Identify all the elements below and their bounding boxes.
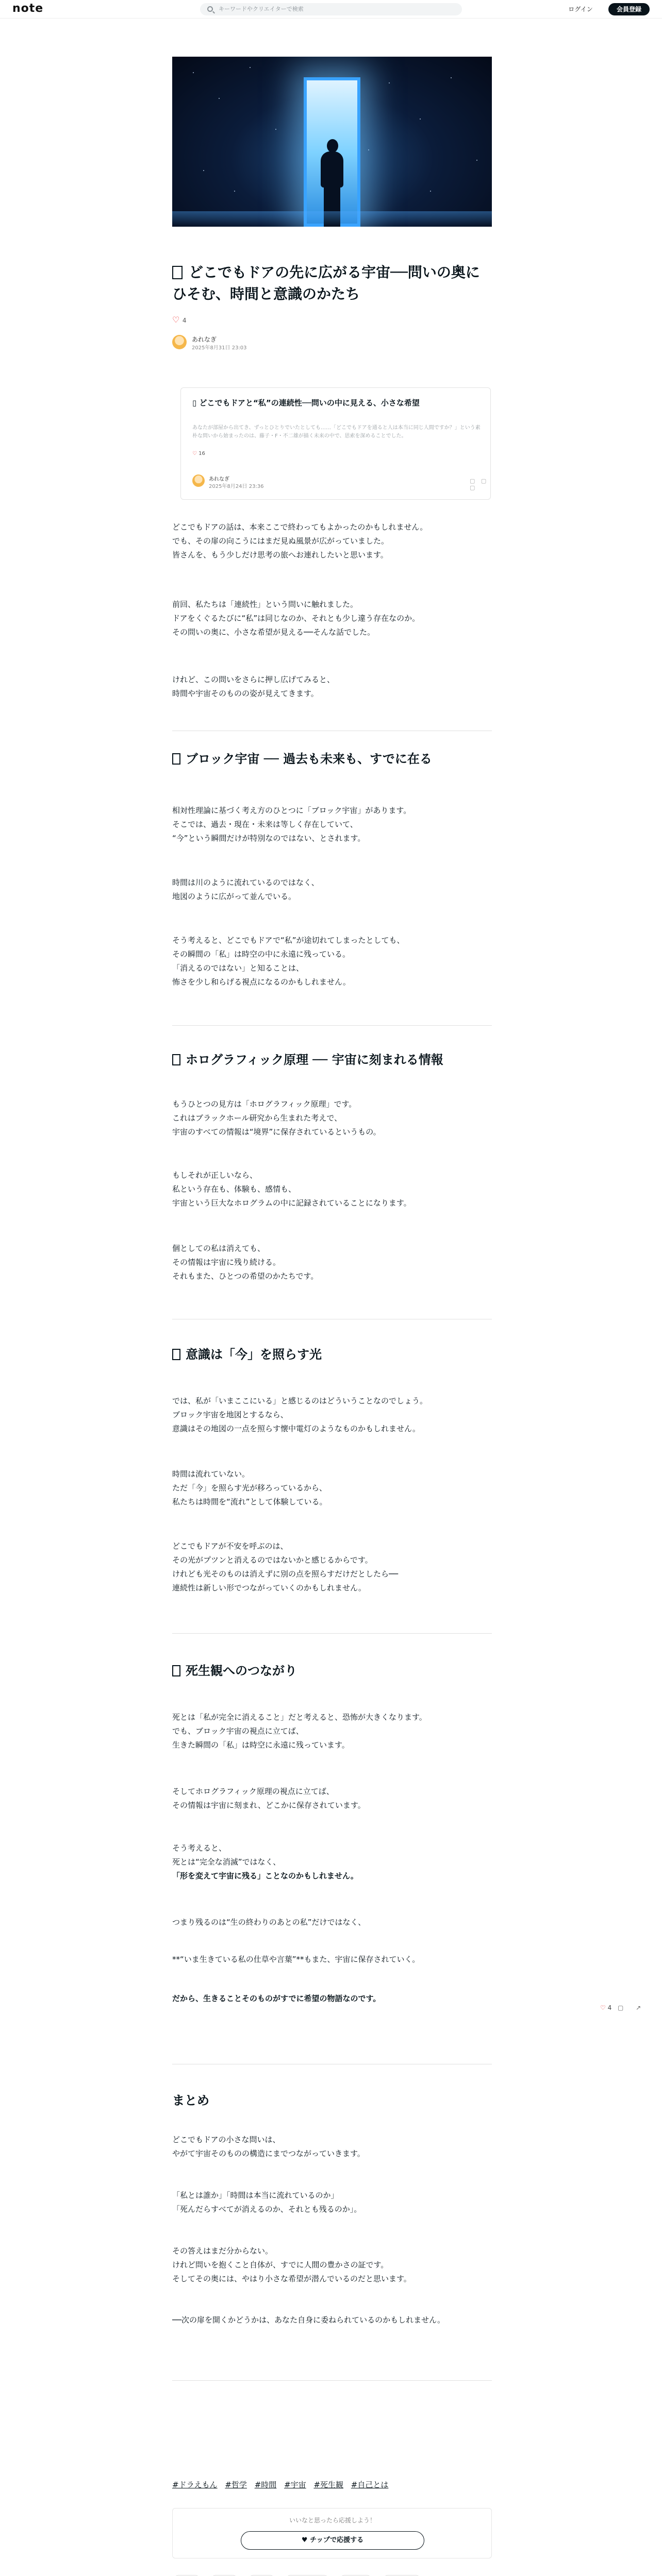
embed-share-icons[interactable]: ▢ ▢ ▢ (470, 478, 489, 491)
section2-block-3: 個としての私は消えても、 その情報は宇宙に残り続ける。 それもまた、ひとつの希望のかたちです。 (172, 1244, 319, 1281)
section-heading-consciousness: 意識は「今」を照らす光 (172, 1346, 492, 1363)
hashtag-link[interactable]: #自己とは (351, 2480, 389, 2489)
note-icon (172, 266, 183, 279)
embedded-article-card[interactable] (180, 387, 491, 500)
author-name[interactable]: あれなぎ (192, 336, 217, 343)
summary-block-3: その答えはまだ分からない。 けれど問いを抱くこと自体が、すでに人間の豊かさの証です。 そしてその奥には、やはり小さな希望が潜んでいるのだと思います。 (172, 2246, 411, 2283)
article-title: どこでもドアの先に広がる宇宙──問いの奥にひそむ、時間と意識のかたち (172, 264, 480, 302)
search-placeholder: キーワードやクリエイターで検索 (219, 6, 304, 12)
heart-icon: ♥ (301, 2536, 310, 2544)
like-count: 4 (182, 317, 187, 324)
section-heading-block-universe: ブロック宇宙 ── 過去も未来も、すでに在る (172, 750, 492, 768)
section1-block-3: そう考えると、どこでもドアで“私”が途切れてしまったとしても、 その瞬間の「私」は時空の中に永遠に残っている。 「消えるのではない」と知ることは、 怖さを少し和らげる視点になるのかもしれません。 (172, 936, 405, 987)
post-date: 2025年8月31日 23:03 (192, 345, 247, 351)
section2-block-2: もしそれが正しいなら、 私という存在も、体験も、感情も、 宇宙という巨大なホログラムの中に記録されていることになります。 (172, 1171, 411, 1208)
heart-icon: ♡ (192, 451, 197, 456)
support-box (172, 2508, 492, 2558)
side-like-button[interactable]: ♡ 4 (600, 2004, 612, 2011)
note-icon (172, 1054, 180, 1065)
hashtag-link[interactable]: #宇宙 (284, 2480, 306, 2489)
support-text: いいなと思ったら応援しよう！ (289, 2517, 376, 2524)
hashtag-link[interactable]: #ドラえもん (172, 2480, 218, 2489)
section3-block-3: どこでもドアが不安を呼ぶのは、 その光がプツンと消えるのではないかと感じるからです。 けれども光そのものは消えずに別の点を照らすだけだとしたら── 連続性は新しい形でつながっていくのかもしれません。 (172, 1541, 399, 1592)
section2-block-1: もうひとつの見方は「ホログラフィック原理」です。 これはブラックホール研究から生まれた考えで、 宇宙のすべての情報は“境界”に保存されているというもの。 (172, 1099, 381, 1137)
login-button[interactable]: ログイン (568, 6, 593, 13)
note-icon: ▯ (192, 398, 200, 408)
divider (172, 1633, 492, 1634)
summary-block-4: ──次の扉を開くかどうかは、あなた自身に委ねられているのかもしれません。 (172, 2315, 445, 2325)
top-header (0, 0, 662, 19)
intro-block-3: けれど、この問いをさらに押し広げてみると、 時間や宇宙そのものの姿が見えてきます。 (172, 675, 335, 698)
section4-block-3: そう考えると、 死とは“完全な消滅”ではなく、 「形を変えて宇宙に残る」ことなのかもしれません。 (172, 1843, 358, 1880)
like-count-row[interactable] (172, 316, 186, 324)
embed-likes: ♡ 16 (192, 451, 205, 456)
section-heading-view-of-death: 死生観へのつながり (172, 1662, 492, 1680)
intro-block-1: どこでもドアの話は、本来ここで終わってもよかったのかもしれません。 でも、その扉の向こうにはまだ見ぬ風景が広がっていました。 皆さんを、もう少しだけ思考の旅へお連れしたいと思います。 (172, 522, 428, 560)
section3-block-1: では、私が「いまここにいる」と感じるのはどういうことなのでしょう。 ブロック宇宙を地図とするなら、 意識はその地図の一点を照らす懐中電灯のようなものかもしれません。 (172, 1396, 428, 1433)
section3-block-2: 時間は流れていない。 ただ「今」を照らす光が移ろっているから、 私たちは時間を“流れ”として体験している。 (172, 1469, 327, 1506)
hero-image (172, 57, 492, 227)
search-icon (207, 6, 213, 12)
intro-block-2: 前回、私たちは「連続性」という問いに触れました。 ドアをくぐるたびに“私”は同じなのか、それとも少し違う存在なのか。 その問いの奥に、小さな希望が見える──そんな話でした。 (172, 600, 420, 637)
note-icon (172, 1349, 180, 1360)
section-heading-summary: まとめ (172, 2093, 209, 2108)
summary-block-2: 「私とは誰か」「時間は本当に流れているのか」 「死んだらすべてが消えるのか、それとも残るのか」。 (172, 2191, 362, 2214)
section4-block-6: だから、生きることそのものがすでに希望の物語なのです。 (172, 1994, 381, 2003)
note-icon (172, 1665, 180, 1676)
hashtag-link[interactable]: #時間 (254, 2480, 277, 2489)
divider (172, 2380, 492, 2381)
section4-block-4: つまり残るのは“生の終わりのあとの私”だけではなく、 (172, 1918, 366, 1927)
summary-block-1: どこでもドアの小さな問いは、 やがて宇宙そのものの構造にまでつながっていきます。 (172, 2135, 365, 2158)
hashtag-line (172, 2479, 492, 2490)
embed-date: 2025年8月24日 23:36 (209, 484, 264, 489)
embed-author: あれなぎ (209, 477, 229, 482)
author-avatar[interactable] (172, 335, 187, 349)
section-heading-holographic: ホログラフィック原理 ── 宇宙に刻まれる情報 (172, 1051, 492, 1069)
note-icon (172, 753, 180, 765)
section4-block-2: そしてホログラフィック原理の視点に立てば、 その情報は宇宙に刻まれ、どこかに保存されています。 (172, 1787, 366, 1810)
divider (172, 1025, 492, 1026)
embed-excerpt: あなたが部屋から出てき、ずっとひとりでいたとしても……「どこでもドアを通ると人は本当に同じ人間ですか？」という素朴な問いから始まったのは、藤子・F・不二雄が描く未来の中で、思索を深めることでした。 (192, 425, 481, 439)
section1-block-2: 時間は川のように流れているのではなく、 地図のように広がって並んでいる。 (172, 878, 319, 901)
hashtag-link[interactable]: #死生観 (313, 2480, 344, 2489)
section4-block-5: **“いま生きている私の仕草や言葉”**もまた、宇宙に保存されていく。 (172, 1955, 420, 1964)
signup-button[interactable]: 会員登録 (608, 3, 650, 15)
search-input[interactable] (200, 3, 462, 15)
heart-icon: ♡ (172, 315, 180, 325)
embed-author-avatar (192, 474, 205, 487)
section4-block-1: 死とは「私が完全に消えること」だと考えると、恐怖が大きくなります。 でも、ブロック宇宙の視点に立てば、 生きた瞬間の「私」は時空に永遠に残っています。 (172, 1713, 427, 1750)
note-logo[interactable]: note (12, 2, 44, 15)
heart-icon: ♡ (600, 2004, 606, 2011)
side-share-icons[interactable]: ▢ ↗ (618, 2004, 647, 2011)
tip-button[interactable]: ♥ チップで応援する (241, 2531, 424, 2550)
embed-title: ▯ どこでもドアと“私”の連続性──問いの中に見える、小さな希望 (192, 398, 420, 408)
hashtag-link[interactable]: #哲学 (225, 2480, 247, 2489)
section1-block-1: 相対性理論に基づく考え方のひとつに「ブロック宇宙」があります。 そこでは、過去・現在・未来は等しく存在していて、 “今”という瞬間だけが特別なのではない、とされます。 (172, 806, 411, 843)
